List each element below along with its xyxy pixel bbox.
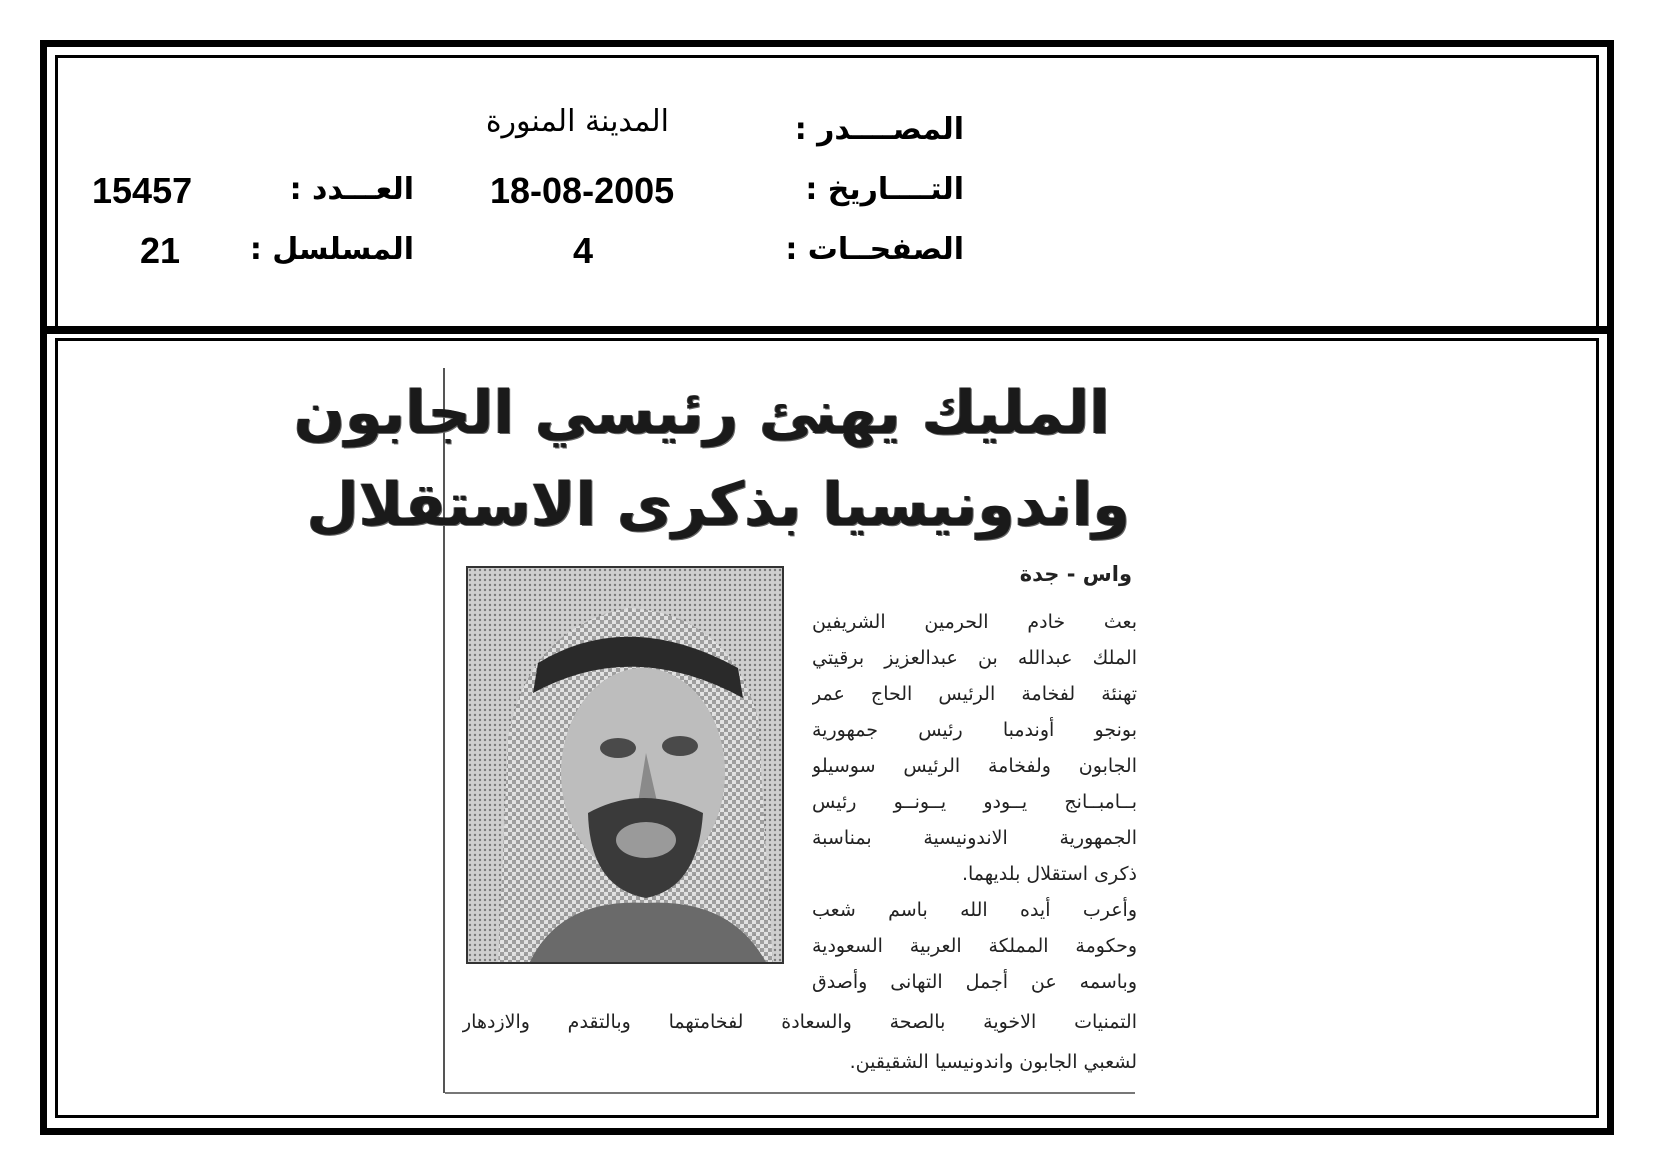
pages-value: 4 xyxy=(573,230,594,271)
dateline: واس - جدة xyxy=(1019,562,1132,586)
issue-value: 15457 xyxy=(92,170,193,211)
serial-label: المسلسل : xyxy=(249,232,414,267)
date-value: 18-08-2005 xyxy=(490,170,675,211)
portrait-photo-icon xyxy=(468,568,784,964)
headline-line-1: المليك يهنئ رئيسي الجابون xyxy=(293,378,1110,448)
headline-line-2: واندونيسيا بذكرى الاستقلال xyxy=(306,470,1130,540)
pages-label: الصفحــات : xyxy=(785,232,964,267)
article-line: وباسمه عن أجمل التهانى وأصدق xyxy=(812,971,1137,993)
article-line: بــامبــانج يــودو يــونــو رئيس xyxy=(812,791,1137,813)
article-line: الجابون ولفخامة الرئيس سوسيلو xyxy=(812,755,1137,777)
clipping-bottom-rule xyxy=(445,1092,1135,1094)
article-line: بونجو أوندمبا رئيس جمهورية xyxy=(812,719,1137,741)
header-divider xyxy=(45,326,1609,334)
article-line: ذكرى استقلال بلديهما. xyxy=(961,863,1137,885)
article-line: وحكومة المملكة العربية السعودية xyxy=(812,935,1137,957)
source-label: المصــــدر : xyxy=(794,112,964,147)
article-line: لشعبي الجابون واندونيسيا الشقيقين. xyxy=(849,1051,1137,1073)
article-line: بعث خادم الحرمين الشريفين xyxy=(812,611,1137,633)
article-line: الجمهورية الاندونيسية بمناسبة xyxy=(812,827,1137,849)
source-value: المدينة المنورة xyxy=(485,104,669,139)
date-label: التــــاريخ : xyxy=(805,172,964,207)
issue-label: العـــدد : xyxy=(289,172,414,207)
article-line: التمنيات الاخوية بالصحة والسعادة لفخامتهما وبالتقدم والازدهار xyxy=(462,1011,1137,1033)
article-line: الملك عبدالله بن عبدالعزيز برقيتي xyxy=(812,647,1137,669)
article-line: وأعرب أيده الله باسم شعب xyxy=(812,899,1137,921)
serial-value: 21 xyxy=(140,230,181,271)
portrait-photo xyxy=(466,566,784,964)
article-line: تهنئة لفخامة الرئيس الحاج عمر xyxy=(812,683,1137,705)
